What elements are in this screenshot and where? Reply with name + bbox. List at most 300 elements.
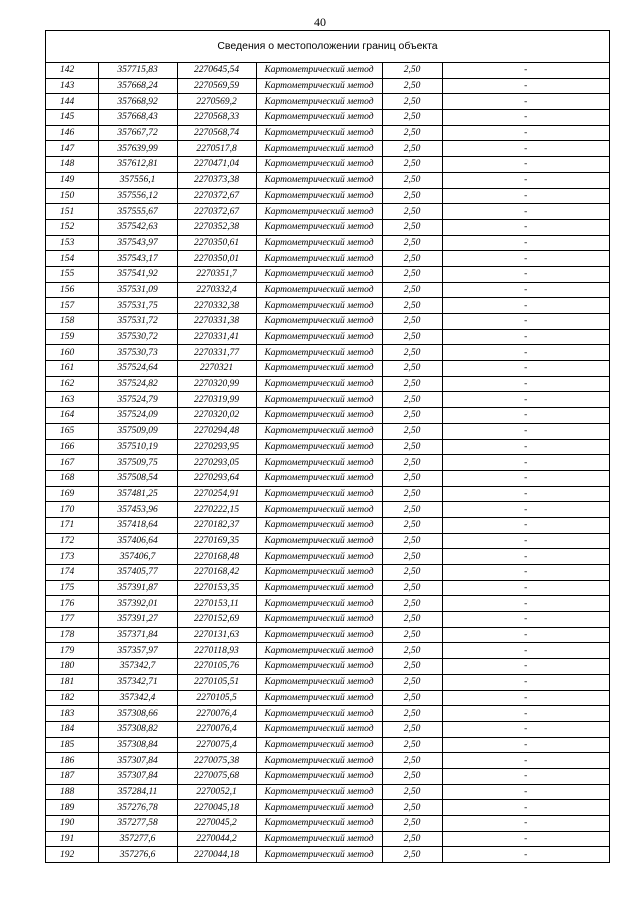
method-cell: Картометрический метод xyxy=(256,282,382,298)
table-row xyxy=(46,768,609,784)
x-coordinate-cell: 357453,96 xyxy=(98,502,177,518)
x-coordinate-cell: 357667,72 xyxy=(98,125,177,141)
point-number-cell: 158 xyxy=(46,314,98,330)
point-number-cell: 183 xyxy=(46,706,98,722)
point-number-cell: 156 xyxy=(46,282,98,298)
description-cell: - xyxy=(442,172,609,188)
table-row xyxy=(46,94,609,110)
table-row xyxy=(46,721,609,737)
point-number-cell: 166 xyxy=(46,439,98,455)
x-coordinate-cell: 357509,09 xyxy=(98,423,177,439)
accuracy-cell: 2,50 xyxy=(382,580,442,596)
y-coordinate-cell: 2270044,18 xyxy=(177,847,256,862)
y-coordinate-cell: 2270372,67 xyxy=(177,188,256,204)
point-number-cell: 182 xyxy=(46,690,98,706)
table-row xyxy=(46,800,609,816)
description-cell: - xyxy=(442,486,609,502)
table-row xyxy=(46,125,609,141)
x-coordinate-cell: 357556,12 xyxy=(98,188,177,204)
method-cell: Картометрический метод xyxy=(256,361,382,377)
y-coordinate-cell: 2270105,76 xyxy=(177,659,256,675)
accuracy-cell: 2,50 xyxy=(382,847,442,862)
accuracy-cell: 2,50 xyxy=(382,392,442,408)
y-coordinate-cell: 2270168,48 xyxy=(177,549,256,565)
method-cell: Картометрический метод xyxy=(256,408,382,424)
description-cell: - xyxy=(442,314,609,330)
table-row xyxy=(46,282,609,298)
y-coordinate-cell: 2270320,02 xyxy=(177,408,256,424)
accuracy-cell: 2,50 xyxy=(382,690,442,706)
description-cell: - xyxy=(442,78,609,94)
table-row xyxy=(46,157,609,173)
point-number-cell: 189 xyxy=(46,800,98,816)
table-row xyxy=(46,439,609,455)
y-coordinate-cell: 2270293,05 xyxy=(177,455,256,471)
point-number-cell: 163 xyxy=(46,392,98,408)
x-coordinate-cell: 357308,84 xyxy=(98,737,177,753)
table-row xyxy=(46,266,609,282)
y-coordinate-cell: 2270075,68 xyxy=(177,768,256,784)
accuracy-cell: 2,50 xyxy=(382,439,442,455)
x-coordinate-cell: 357531,72 xyxy=(98,314,177,330)
y-coordinate-cell: 2270076,4 xyxy=(177,721,256,737)
y-coordinate-cell: 2270075,38 xyxy=(177,753,256,769)
x-coordinate-cell: 357342,4 xyxy=(98,690,177,706)
accuracy-cell: 2,50 xyxy=(382,282,442,298)
point-number-cell: 165 xyxy=(46,423,98,439)
method-cell: Картометрический метод xyxy=(256,298,382,314)
description-cell: - xyxy=(442,188,609,204)
description-cell: - xyxy=(442,235,609,251)
point-number-cell: 153 xyxy=(46,235,98,251)
method-cell: Картометрический метод xyxy=(256,674,382,690)
method-cell: Картометрический метод xyxy=(256,125,382,141)
accuracy-cell: 2,50 xyxy=(382,188,442,204)
table-row xyxy=(46,235,609,251)
y-coordinate-cell: 2270350,61 xyxy=(177,235,256,251)
accuracy-cell: 2,50 xyxy=(382,768,442,784)
y-coordinate-cell: 2270352,38 xyxy=(177,219,256,235)
point-number-cell: 145 xyxy=(46,110,98,126)
method-cell: Картометрический метод xyxy=(256,376,382,392)
table-row xyxy=(46,517,609,533)
method-cell: Картометрический метод xyxy=(256,549,382,565)
description-cell: - xyxy=(442,376,609,392)
description-cell: - xyxy=(442,345,609,361)
point-number-cell: 160 xyxy=(46,345,98,361)
method-cell: Картометрический метод xyxy=(256,659,382,675)
y-coordinate-cell: 2270569,59 xyxy=(177,78,256,94)
accuracy-cell: 2,50 xyxy=(382,627,442,643)
method-cell: Картометрический метод xyxy=(256,219,382,235)
y-coordinate-cell: 2270254,91 xyxy=(177,486,256,502)
table-row xyxy=(46,392,609,408)
method-cell: Картометрический метод xyxy=(256,533,382,549)
x-coordinate-cell: 357307,84 xyxy=(98,753,177,769)
method-cell: Картометрический метод xyxy=(256,172,382,188)
point-number-cell: 186 xyxy=(46,753,98,769)
accuracy-cell: 2,50 xyxy=(382,251,442,267)
accuracy-cell: 2,50 xyxy=(382,408,442,424)
description-cell: - xyxy=(442,533,609,549)
table-row xyxy=(46,376,609,392)
accuracy-cell: 2,50 xyxy=(382,486,442,502)
method-cell: Картометрический метод xyxy=(256,204,382,220)
point-number-cell: 159 xyxy=(46,329,98,345)
description-cell: - xyxy=(442,329,609,345)
x-coordinate-cell: 357418,64 xyxy=(98,517,177,533)
y-coordinate-cell: 2270169,35 xyxy=(177,533,256,549)
accuracy-cell: 2,50 xyxy=(382,361,442,377)
x-coordinate-cell: 357524,79 xyxy=(98,392,177,408)
y-coordinate-cell: 2270152,69 xyxy=(177,612,256,628)
x-coordinate-cell: 357342,7 xyxy=(98,659,177,675)
y-coordinate-cell: 2270471,04 xyxy=(177,157,256,173)
x-coordinate-cell: 357509,75 xyxy=(98,455,177,471)
description-cell: - xyxy=(442,157,609,173)
method-cell: Картометрический метод xyxy=(256,392,382,408)
accuracy-cell: 2,50 xyxy=(382,784,442,800)
table-row xyxy=(46,737,609,753)
description-cell: - xyxy=(442,408,609,424)
accuracy-cell: 2,50 xyxy=(382,517,442,533)
x-coordinate-cell: 357510,19 xyxy=(98,439,177,455)
description-cell: - xyxy=(442,800,609,816)
y-coordinate-cell: 2270568,74 xyxy=(177,125,256,141)
coordinates-table-body xyxy=(46,63,609,862)
x-coordinate-cell: 357481,25 xyxy=(98,486,177,502)
point-number-cell: 172 xyxy=(46,533,98,549)
table-row xyxy=(46,141,609,157)
point-number-cell: 162 xyxy=(46,376,98,392)
method-cell: Картометрический метод xyxy=(256,737,382,753)
table-row xyxy=(46,816,609,832)
table-title: Сведения о местоположении границ объекта xyxy=(46,31,609,63)
description-cell: - xyxy=(442,94,609,110)
table-row xyxy=(46,345,609,361)
method-cell: Картометрический метод xyxy=(256,110,382,126)
description-cell: - xyxy=(442,125,609,141)
x-coordinate-cell: 357308,82 xyxy=(98,721,177,737)
point-number-cell: 144 xyxy=(46,94,98,110)
table-row xyxy=(46,408,609,424)
point-number-cell: 180 xyxy=(46,659,98,675)
accuracy-cell: 2,50 xyxy=(382,674,442,690)
method-cell: Картометрический метод xyxy=(256,141,382,157)
y-coordinate-cell: 2270351,7 xyxy=(177,266,256,282)
point-number-cell: 181 xyxy=(46,674,98,690)
y-coordinate-cell: 2270319,99 xyxy=(177,392,256,408)
method-cell: Картометрический метод xyxy=(256,235,382,251)
point-number-cell: 167 xyxy=(46,455,98,471)
description-cell: - xyxy=(442,706,609,722)
accuracy-cell: 2,50 xyxy=(382,172,442,188)
description-cell: - xyxy=(442,659,609,675)
y-coordinate-cell: 2270293,64 xyxy=(177,470,256,486)
accuracy-cell: 2,50 xyxy=(382,141,442,157)
boundary-table-frame xyxy=(45,30,610,863)
accuracy-cell: 2,50 xyxy=(382,470,442,486)
accuracy-cell: 2,50 xyxy=(382,345,442,361)
method-cell: Картометрический метод xyxy=(256,580,382,596)
table-row xyxy=(46,204,609,220)
y-coordinate-cell: 2270332,38 xyxy=(177,298,256,314)
y-coordinate-cell: 2270320,99 xyxy=(177,376,256,392)
table-row xyxy=(46,612,609,628)
point-number-cell: 152 xyxy=(46,219,98,235)
table-row xyxy=(46,63,609,78)
method-cell: Картометрический метод xyxy=(256,455,382,471)
y-coordinate-cell: 2270168,42 xyxy=(177,565,256,581)
method-cell: Картометрический метод xyxy=(256,94,382,110)
description-cell: - xyxy=(442,251,609,267)
coordinates-table xyxy=(46,63,609,862)
description-cell: - xyxy=(442,721,609,737)
point-number-cell: 146 xyxy=(46,125,98,141)
x-coordinate-cell: 357668,24 xyxy=(98,78,177,94)
method-cell: Картометрический метод xyxy=(256,266,382,282)
table-row xyxy=(46,831,609,847)
description-cell: - xyxy=(442,423,609,439)
description-cell: - xyxy=(442,392,609,408)
method-cell: Картометрический метод xyxy=(256,816,382,832)
method-cell: Картометрический метод xyxy=(256,565,382,581)
x-coordinate-cell: 357307,84 xyxy=(98,768,177,784)
accuracy-cell: 2,50 xyxy=(382,110,442,126)
description-cell: - xyxy=(442,204,609,220)
table-row xyxy=(46,596,609,612)
method-cell: Картометрический метод xyxy=(256,78,382,94)
y-coordinate-cell: 2270294,48 xyxy=(177,423,256,439)
x-coordinate-cell: 357406,7 xyxy=(98,549,177,565)
x-coordinate-cell: 357405,77 xyxy=(98,565,177,581)
method-cell: Картометрический метод xyxy=(256,314,382,330)
accuracy-cell: 2,50 xyxy=(382,800,442,816)
table-row xyxy=(46,674,609,690)
accuracy-cell: 2,50 xyxy=(382,816,442,832)
x-coordinate-cell: 357639,99 xyxy=(98,141,177,157)
x-coordinate-cell: 357530,72 xyxy=(98,329,177,345)
page-number: 40 xyxy=(314,15,326,29)
y-coordinate-cell: 2270568,33 xyxy=(177,110,256,126)
point-number-cell: 173 xyxy=(46,549,98,565)
accuracy-cell: 2,50 xyxy=(382,298,442,314)
point-number-cell: 154 xyxy=(46,251,98,267)
method-cell: Картометрический метод xyxy=(256,439,382,455)
method-cell: Картометрический метод xyxy=(256,596,382,612)
x-coordinate-cell: 357530,73 xyxy=(98,345,177,361)
x-coordinate-cell: 357531,09 xyxy=(98,282,177,298)
y-coordinate-cell: 2270222,15 xyxy=(177,502,256,518)
point-number-cell: 179 xyxy=(46,643,98,659)
y-coordinate-cell: 2270331,77 xyxy=(177,345,256,361)
table-row xyxy=(46,690,609,706)
description-cell: - xyxy=(442,282,609,298)
point-number-cell: 155 xyxy=(46,266,98,282)
x-coordinate-cell: 357508,54 xyxy=(98,470,177,486)
x-coordinate-cell: 357342,71 xyxy=(98,674,177,690)
description-cell: - xyxy=(442,612,609,628)
table-row xyxy=(46,659,609,675)
description-cell: - xyxy=(442,737,609,753)
method-cell: Картометрический метод xyxy=(256,612,382,628)
x-coordinate-cell: 357524,82 xyxy=(98,376,177,392)
x-coordinate-cell: 357541,92 xyxy=(98,266,177,282)
y-coordinate-cell: 2270076,4 xyxy=(177,706,256,722)
description-cell: - xyxy=(442,753,609,769)
table-row xyxy=(46,486,609,502)
method-cell: Картометрический метод xyxy=(256,157,382,173)
description-cell: - xyxy=(442,674,609,690)
point-number-cell: 191 xyxy=(46,831,98,847)
table-row xyxy=(46,753,609,769)
y-coordinate-cell: 2270105,5 xyxy=(177,690,256,706)
x-coordinate-cell: 357668,43 xyxy=(98,110,177,126)
x-coordinate-cell: 357276,78 xyxy=(98,800,177,816)
description-cell: - xyxy=(442,110,609,126)
point-number-cell: 157 xyxy=(46,298,98,314)
accuracy-cell: 2,50 xyxy=(382,423,442,439)
description-cell: - xyxy=(442,784,609,800)
point-number-cell: 176 xyxy=(46,596,98,612)
point-number-cell: 148 xyxy=(46,157,98,173)
y-coordinate-cell: 2270052,1 xyxy=(177,784,256,800)
accuracy-cell: 2,50 xyxy=(382,753,442,769)
x-coordinate-cell: 357308,66 xyxy=(98,706,177,722)
point-number-cell: 192 xyxy=(46,847,98,862)
description-cell: - xyxy=(442,580,609,596)
description-cell: - xyxy=(442,298,609,314)
x-coordinate-cell: 357284,11 xyxy=(98,784,177,800)
point-number-cell: 184 xyxy=(46,721,98,737)
description-cell: - xyxy=(524,849,528,860)
x-coordinate-cell: 357276,6 xyxy=(98,847,177,862)
table-row xyxy=(46,110,609,126)
accuracy-cell: 2,50 xyxy=(382,737,442,753)
description-cell: - xyxy=(442,768,609,784)
table-row xyxy=(46,502,609,518)
x-coordinate-cell: 357542,63 xyxy=(98,219,177,235)
accuracy-cell: 2,50 xyxy=(382,314,442,330)
point-number-cell: 161 xyxy=(46,361,98,377)
table-row xyxy=(46,298,609,314)
y-coordinate-cell: 2270045,18 xyxy=(177,800,256,816)
method-cell: Картометрический метод xyxy=(256,753,382,769)
y-coordinate-cell: 2270332,4 xyxy=(177,282,256,298)
x-coordinate-cell: 357715,83 xyxy=(98,63,177,78)
point-number-cell: 151 xyxy=(46,204,98,220)
table-row xyxy=(46,423,609,439)
method-cell: Картометрический метод xyxy=(256,800,382,816)
point-number-cell: 187 xyxy=(46,768,98,784)
method-cell: Картометрический метод xyxy=(256,486,382,502)
accuracy-cell: 2,50 xyxy=(382,125,442,141)
table-row xyxy=(46,470,609,486)
point-number-cell: 174 xyxy=(46,565,98,581)
method-cell: Картометрический метод xyxy=(256,784,382,800)
method-cell: Картометрический метод xyxy=(256,627,382,643)
accuracy-cell: 2,50 xyxy=(382,565,442,581)
accuracy-cell: 2,50 xyxy=(382,549,442,565)
y-coordinate-cell: 2270044,2 xyxy=(177,831,256,847)
x-coordinate-cell: 357543,17 xyxy=(98,251,177,267)
accuracy-cell: 2,50 xyxy=(382,502,442,518)
method-cell: Картометрический метод xyxy=(256,345,382,361)
accuracy-cell: 2,50 xyxy=(382,643,442,659)
x-coordinate-cell: 357277,6 xyxy=(98,831,177,847)
y-coordinate-cell: 2270118,93 xyxy=(177,643,256,659)
table-row xyxy=(46,219,609,235)
description-cell: - xyxy=(442,549,609,565)
accuracy-cell: 2,50 xyxy=(382,204,442,220)
x-coordinate-cell: 357531,75 xyxy=(98,298,177,314)
y-coordinate-cell: 2270569,2 xyxy=(177,94,256,110)
method-cell: Картометрический метод xyxy=(256,329,382,345)
accuracy-cell: 2,50 xyxy=(382,94,442,110)
point-number-cell: 171 xyxy=(46,517,98,533)
table-row xyxy=(46,784,609,800)
y-coordinate-cell: 2270153,35 xyxy=(177,580,256,596)
description-cell: - xyxy=(442,690,609,706)
method-cell: Картометрический метод xyxy=(256,423,382,439)
point-number-cell: 168 xyxy=(46,470,98,486)
description-cell: - xyxy=(442,831,609,847)
y-coordinate-cell: 2270517,8 xyxy=(177,141,256,157)
description-cell: - xyxy=(442,565,609,581)
point-number-cell: 185 xyxy=(46,737,98,753)
y-coordinate-cell: 2270131,63 xyxy=(177,627,256,643)
method-cell: Картометрический метод xyxy=(256,643,382,659)
description-cell: - xyxy=(442,502,609,518)
method-cell: Картометрический метод xyxy=(256,63,382,78)
table-row xyxy=(46,188,609,204)
accuracy-cell: 2,50 xyxy=(382,831,442,847)
accuracy-cell: 2,50 xyxy=(382,596,442,612)
y-coordinate-cell: 2270153,11 xyxy=(177,596,256,612)
table-row xyxy=(46,455,609,471)
y-coordinate-cell: 2270045,2 xyxy=(177,816,256,832)
x-coordinate-cell: 357555,67 xyxy=(98,204,177,220)
description-cell: - xyxy=(442,470,609,486)
point-number-cell: 149 xyxy=(46,172,98,188)
method-cell: Картометрический метод xyxy=(256,721,382,737)
y-coordinate-cell: 2270105,51 xyxy=(177,674,256,690)
point-number-cell: 170 xyxy=(46,502,98,518)
description-cell: - xyxy=(442,627,609,643)
point-number-cell: 177 xyxy=(46,612,98,628)
y-coordinate-cell: 2270182,37 xyxy=(177,517,256,533)
method-cell: Картометрический метод xyxy=(256,251,382,267)
method-cell: Картометрический метод xyxy=(256,768,382,784)
description-cell: - xyxy=(442,141,609,157)
description-cell: - xyxy=(442,266,609,282)
point-number-cell: 178 xyxy=(46,627,98,643)
y-coordinate-cell: 2270372,67 xyxy=(177,204,256,220)
accuracy-cell: 2,50 xyxy=(382,157,442,173)
accuracy-cell: 2,50 xyxy=(382,659,442,675)
x-coordinate-cell: 357556,1 xyxy=(98,172,177,188)
x-coordinate-cell: 357371,84 xyxy=(98,627,177,643)
method-cell: Картометрический метод xyxy=(256,690,382,706)
method-cell: Картометрический метод xyxy=(256,502,382,518)
description-cell: - xyxy=(442,816,609,832)
description-cell: - xyxy=(442,596,609,612)
accuracy-cell: 2,50 xyxy=(382,721,442,737)
accuracy-cell: 2,50 xyxy=(382,78,442,94)
accuracy-cell: 2,50 xyxy=(382,706,442,722)
description-cell: - xyxy=(442,361,609,377)
y-coordinate-cell: 2270645,54 xyxy=(177,63,256,78)
